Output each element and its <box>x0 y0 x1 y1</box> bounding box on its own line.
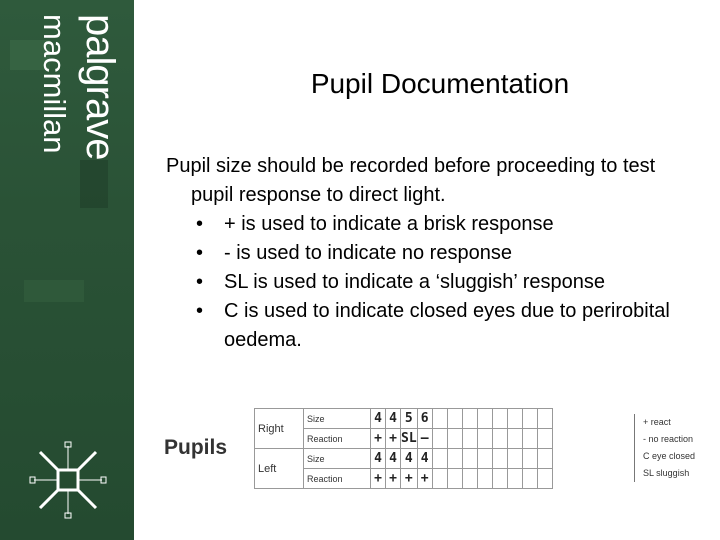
bullet-marker: • <box>196 213 204 235</box>
pupils-label: Pupils <box>164 436 228 459</box>
grid-cell <box>447 449 462 469</box>
grid-value: 4 <box>417 449 432 469</box>
row-type-label: Size <box>304 449 371 469</box>
grid-value: SL <box>401 429 418 449</box>
grid-cell <box>522 469 537 489</box>
row-type-label: Reaction <box>304 469 371 489</box>
grid-cell <box>462 469 477 489</box>
grid-cell <box>537 469 552 489</box>
grid-cell <box>462 449 477 469</box>
grid-cell <box>477 409 492 429</box>
bullet-item <box>196 239 696 268</box>
bullet-item <box>196 268 696 297</box>
bullet-text: - is used to indicate no response <box>224 242 512 264</box>
grid-value: 4 <box>371 409 386 429</box>
grid-value: + <box>386 469 401 489</box>
grid-value: 5 <box>401 409 418 429</box>
grid-value: 4 <box>401 449 418 469</box>
grid-cell <box>447 469 462 489</box>
legend-item: C eye closed <box>634 448 695 465</box>
grid-value: + <box>371 469 386 489</box>
grid-cell <box>537 409 552 429</box>
grid-value: + <box>386 429 401 449</box>
grid-cell <box>432 429 447 449</box>
grid-value: 6 <box>417 409 432 429</box>
grid-cell <box>432 409 447 429</box>
pupil-grid <box>254 408 553 489</box>
grid-cell <box>477 449 492 469</box>
legend-item: + react <box>634 414 695 431</box>
logo-word-macmillan: macmillan <box>37 14 72 154</box>
grid-cell <box>522 409 537 429</box>
grid-value: + <box>371 429 386 449</box>
legend-item: SL sluggish <box>634 465 695 482</box>
grid-cell <box>432 469 447 489</box>
brand-sidebar <box>0 0 134 540</box>
grid-cell <box>537 449 552 469</box>
grid-cell <box>477 429 492 449</box>
grid-value: 4 <box>371 449 386 469</box>
bullet-text: SL is used to indicate a ‘sluggish’ response <box>224 271 605 293</box>
bullet-text: + is used to indicate a brisk response <box>224 213 554 235</box>
right-eye-label: Right <box>255 409 304 449</box>
slide-title: Pupil Documentation <box>310 68 570 99</box>
grid-cell <box>447 409 462 429</box>
left-eye-label: Left <box>255 449 304 489</box>
slide-body <box>166 152 696 355</box>
grid-cell <box>462 409 477 429</box>
pupil-legend <box>634 414 695 482</box>
grid-cell <box>492 469 507 489</box>
row-type-label: Reaction <box>304 429 371 449</box>
publisher-logo <box>20 14 122 194</box>
grid-cell <box>492 449 507 469</box>
grid-cell <box>492 429 507 449</box>
bullet-text: C is used to indicate closed eyes due to perirobital oedema. <box>224 300 670 351</box>
grid-cell <box>507 449 522 469</box>
grid-cell <box>507 409 522 429</box>
bullet-marker: • <box>196 242 204 264</box>
grid-cell <box>492 409 507 429</box>
row-type-label: Size <box>304 409 371 429</box>
grid-cell <box>507 469 522 489</box>
bullet-item <box>196 210 696 239</box>
grid-cell <box>447 429 462 449</box>
intro-paragraph: Pupil size should be recorded before proceeding to test pupil response to direct light. <box>166 155 656 206</box>
table-row <box>255 449 553 469</box>
grid-value: + <box>401 469 418 489</box>
grid-cell <box>462 429 477 449</box>
grid-value: 4 <box>386 409 401 429</box>
grid-value: – <box>417 429 432 449</box>
sidebar-texture <box>24 280 84 302</box>
table-row <box>255 409 553 429</box>
legend-item: - no reaction <box>634 431 695 448</box>
bullet-item <box>196 297 696 355</box>
pupil-chart-image <box>160 406 705 490</box>
grid-value: + <box>417 469 432 489</box>
grid-cell <box>522 449 537 469</box>
grid-cell <box>537 429 552 449</box>
bullet-marker: • <box>196 300 204 322</box>
grid-cell <box>522 429 537 449</box>
logo-word-palgrave: palgrave <box>78 14 122 160</box>
grid-value: 4 <box>386 449 401 469</box>
bullet-list <box>166 210 696 355</box>
grid-cell <box>507 429 522 449</box>
publisher-emblem-icon <box>28 440 108 520</box>
pupil-grid-wrapper <box>254 408 553 489</box>
grid-cell <box>432 449 447 469</box>
bullet-marker: • <box>196 271 204 293</box>
grid-cell <box>477 469 492 489</box>
